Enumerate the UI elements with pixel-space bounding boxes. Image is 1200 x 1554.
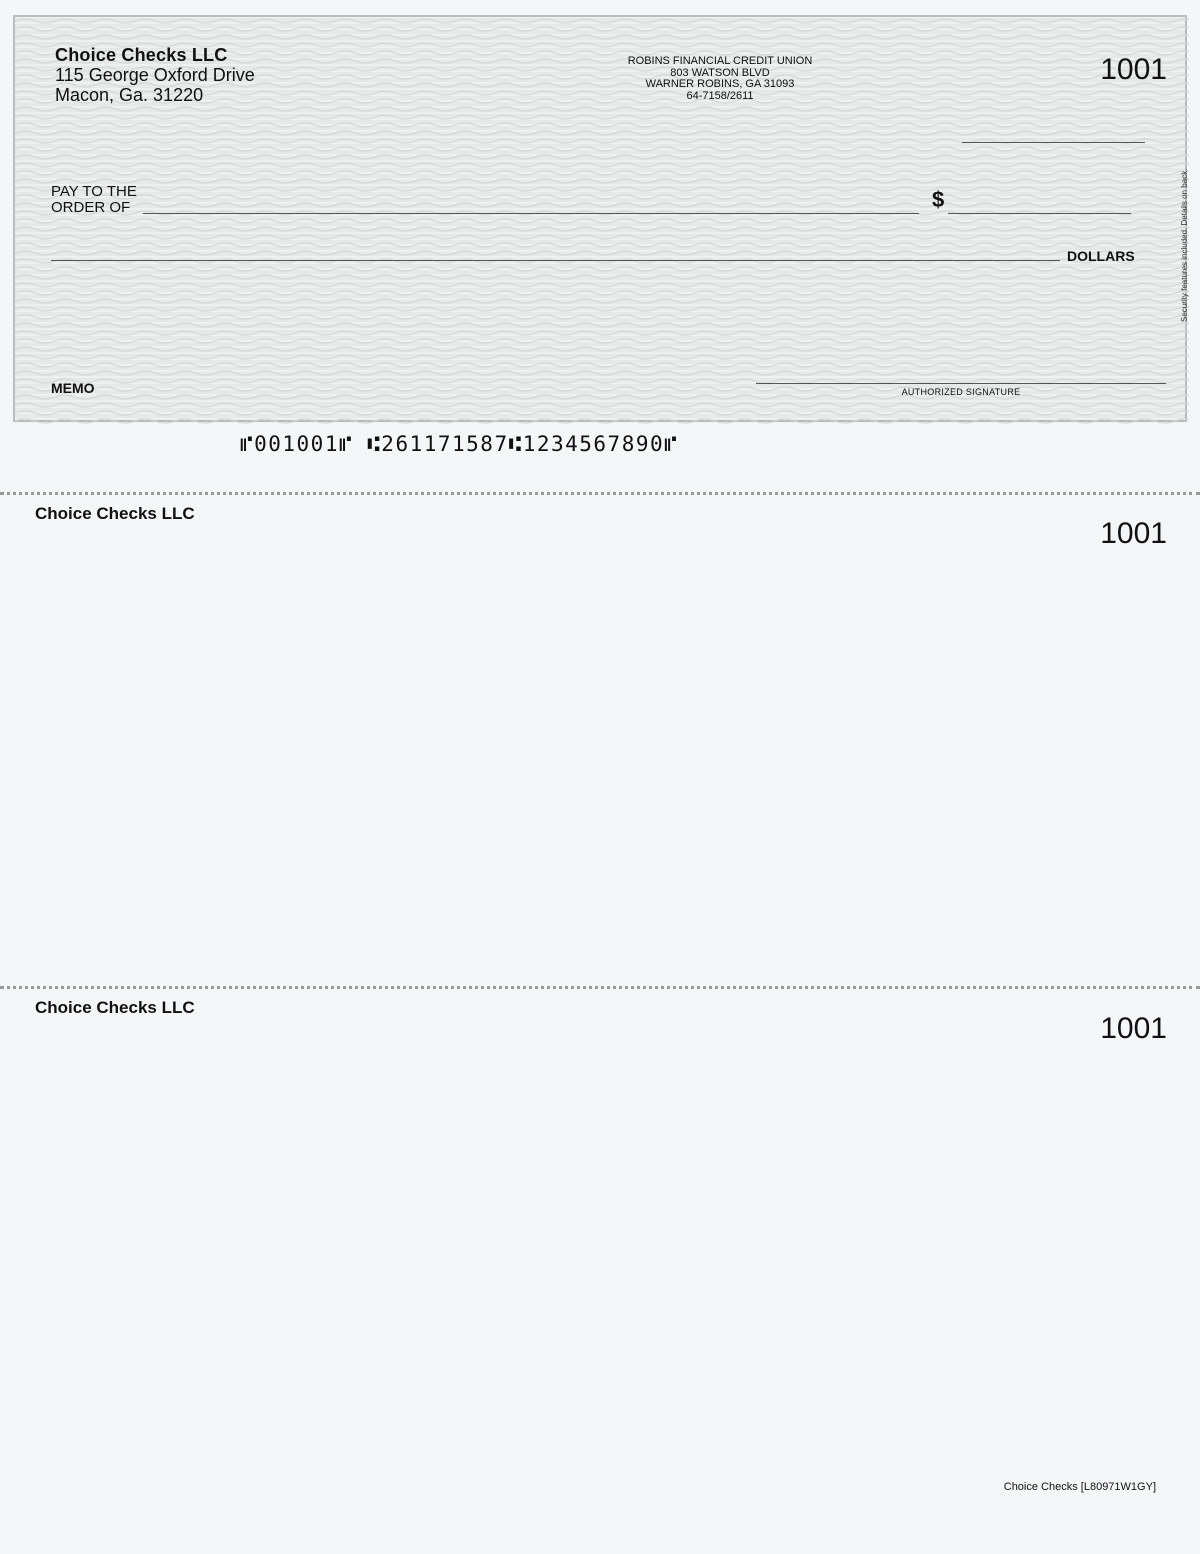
bank-city: WARNER ROBINS, GA 31093 [645, 78, 795, 90]
bank-street: 803 WATSON BLVD [670, 66, 770, 79]
bank-name: ROBINS FINANCIAL CREDIT UNION [627, 55, 813, 67]
memo-label: MEMO [51, 380, 95, 396]
company-name: Choice Checks LLC [55, 45, 228, 65]
company-address-line1: 115 George Oxford Drive [55, 65, 255, 85]
signature-label: AUTHORIZED SIGNATURE [901, 387, 1021, 397]
bank-info [570, 56, 870, 102]
security-note: Security features included. Details on back. [1180, 168, 1189, 322]
perforation-line [0, 492, 1200, 495]
company-address-line2: Macon, Ga. 31220 [55, 85, 204, 105]
perforation-line [0, 986, 1200, 989]
stub-company-name: Choice Checks LLC [35, 998, 195, 1017]
routing-fraction: 64-7158/2611 [686, 89, 754, 102]
stub-company-name: Choice Checks LLC [35, 504, 195, 523]
stub-check-number: 1001 [1100, 517, 1167, 550]
pay-to-label-line2: ORDER OF [51, 199, 131, 216]
date-line[interactable] [962, 142, 1145, 143]
pay-to-label-line1: PAY TO THE [51, 183, 137, 200]
amount-line[interactable] [948, 213, 1131, 214]
check-face [13, 15, 1187, 422]
dollars-label: DOLLARS [1067, 248, 1135, 264]
micr-line: ⑈001001⑈ ⑆261171587⑆1234567890⑈ [240, 432, 679, 456]
pay-to-label [51, 184, 137, 216]
amount-words-line[interactable] [51, 260, 1060, 261]
dollar-sign: $ [932, 187, 945, 212]
check-number: 1001 [1100, 53, 1167, 86]
payee-line[interactable] [143, 213, 919, 214]
signature-line[interactable] [756, 383, 1166, 384]
footer-product-code: Choice Checks [L80971W1GY] [1003, 1481, 1156, 1493]
stub-check-number: 1001 [1100, 1012, 1167, 1045]
